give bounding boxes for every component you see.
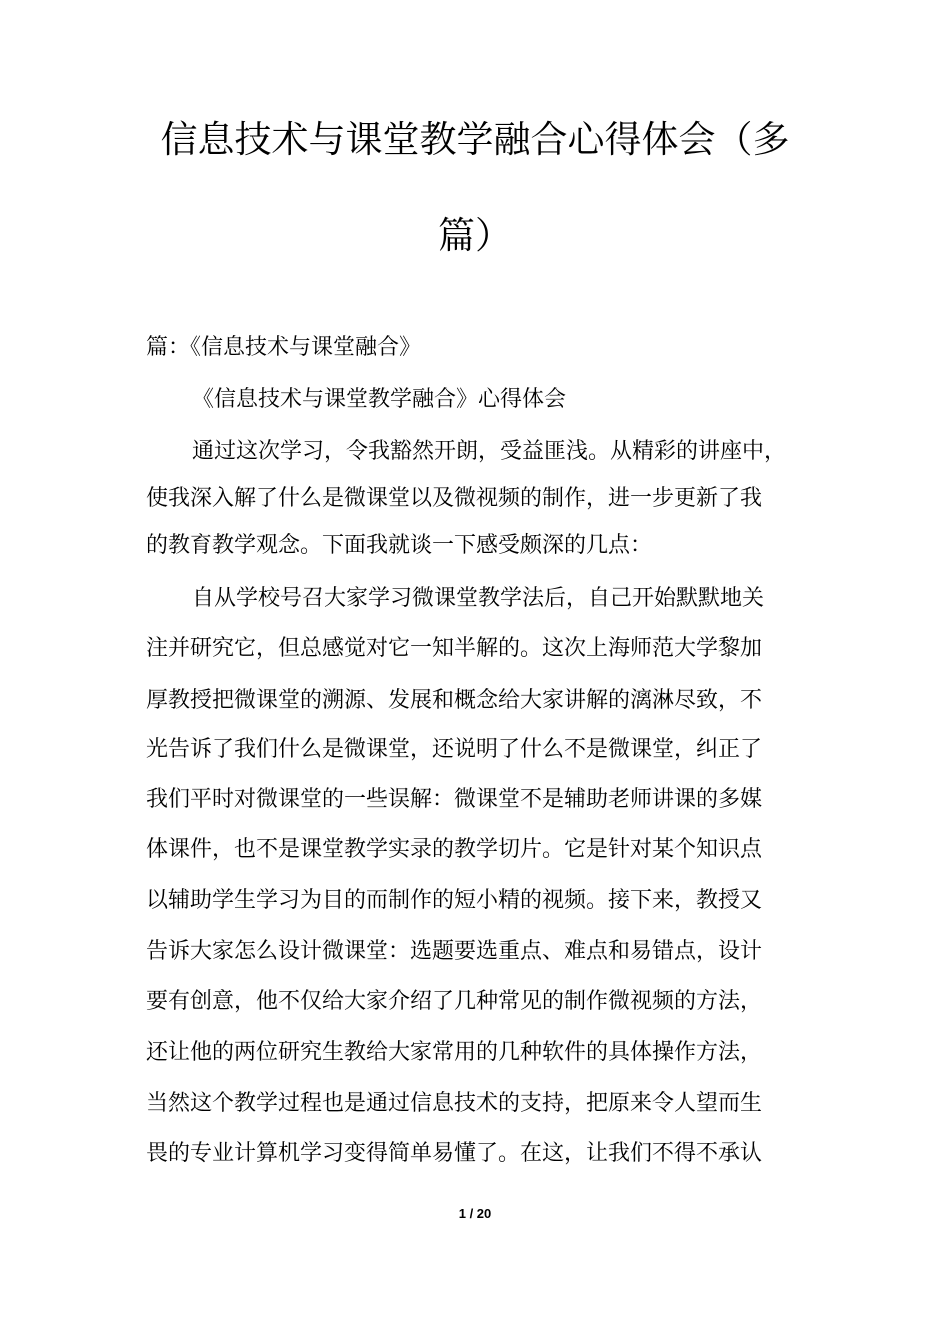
paragraph-line: 自从学校号召大家学习微课堂教学法后，自己开始默默地关 bbox=[192, 586, 765, 611]
paragraph-line: 厚教授把微课堂的溯源、发展和概念给大家讲解的漓淋尽致，不 bbox=[146, 688, 763, 713]
paragraph-line: 还让他的两位研究生教给大家常用的几种软件的具体操作方法， bbox=[146, 1040, 763, 1065]
document-title-line-1: 信息技术与课堂教学融合心得体会（多 bbox=[160, 118, 790, 161]
paragraph-line: 畏的专业计算机学习变得简单易懂了。在这，让我们不得不承认 bbox=[146, 1141, 763, 1166]
paragraph-line: 的教育教学观念。下面我就谈一下感受颇深的几点： bbox=[146, 533, 653, 558]
section-heading: 篇：《信息技术与课堂融合》 bbox=[146, 335, 422, 360]
paragraph-line: 注并研究它，但总感觉对它一知半解的。这次上海师范大学黎加 bbox=[146, 636, 763, 661]
paragraph-line: 告诉大家怎么设计微课堂：选题要选重点、难点和易错点，设计 bbox=[146, 939, 763, 964]
paragraph-line: 光告诉了我们什么是微课堂，还说明了什么不是微课堂，纠正了 bbox=[146, 737, 763, 762]
page-number: 1 / 20 bbox=[458, 1206, 492, 1221]
paragraph-line: 当然这个教学过程也是通过信息技术的支持，把原来令人望而生 bbox=[146, 1091, 763, 1116]
paragraph-line: 体课件，也不是课堂教学实录的教学切片。它是针对某个知识点 bbox=[146, 837, 763, 862]
paragraph-line: 以辅助学生学习为目的而制作的短小精的视频。接下来，教授又 bbox=[146, 888, 763, 913]
paragraph-line: 要有创意，他不仅给大家介绍了几种常见的制作微视频的方法， bbox=[146, 989, 763, 1014]
paragraph-line: 我们平时对微课堂的一些误解：微课堂不是辅助老师讲课的多媒 bbox=[146, 787, 763, 812]
subtitle: 《信息技术与课堂教学融合》心得体会 bbox=[192, 387, 567, 412]
document-title-line-2: 篇） bbox=[438, 214, 512, 257]
paragraph-line: 通过这次学习，令我豁然开朗，受益匪浅。从精彩的讲座中， bbox=[192, 439, 787, 464]
paragraph-line: 使我深入解了什么是微课堂以及微视频的制作，进一步更新了我 bbox=[146, 486, 763, 511]
